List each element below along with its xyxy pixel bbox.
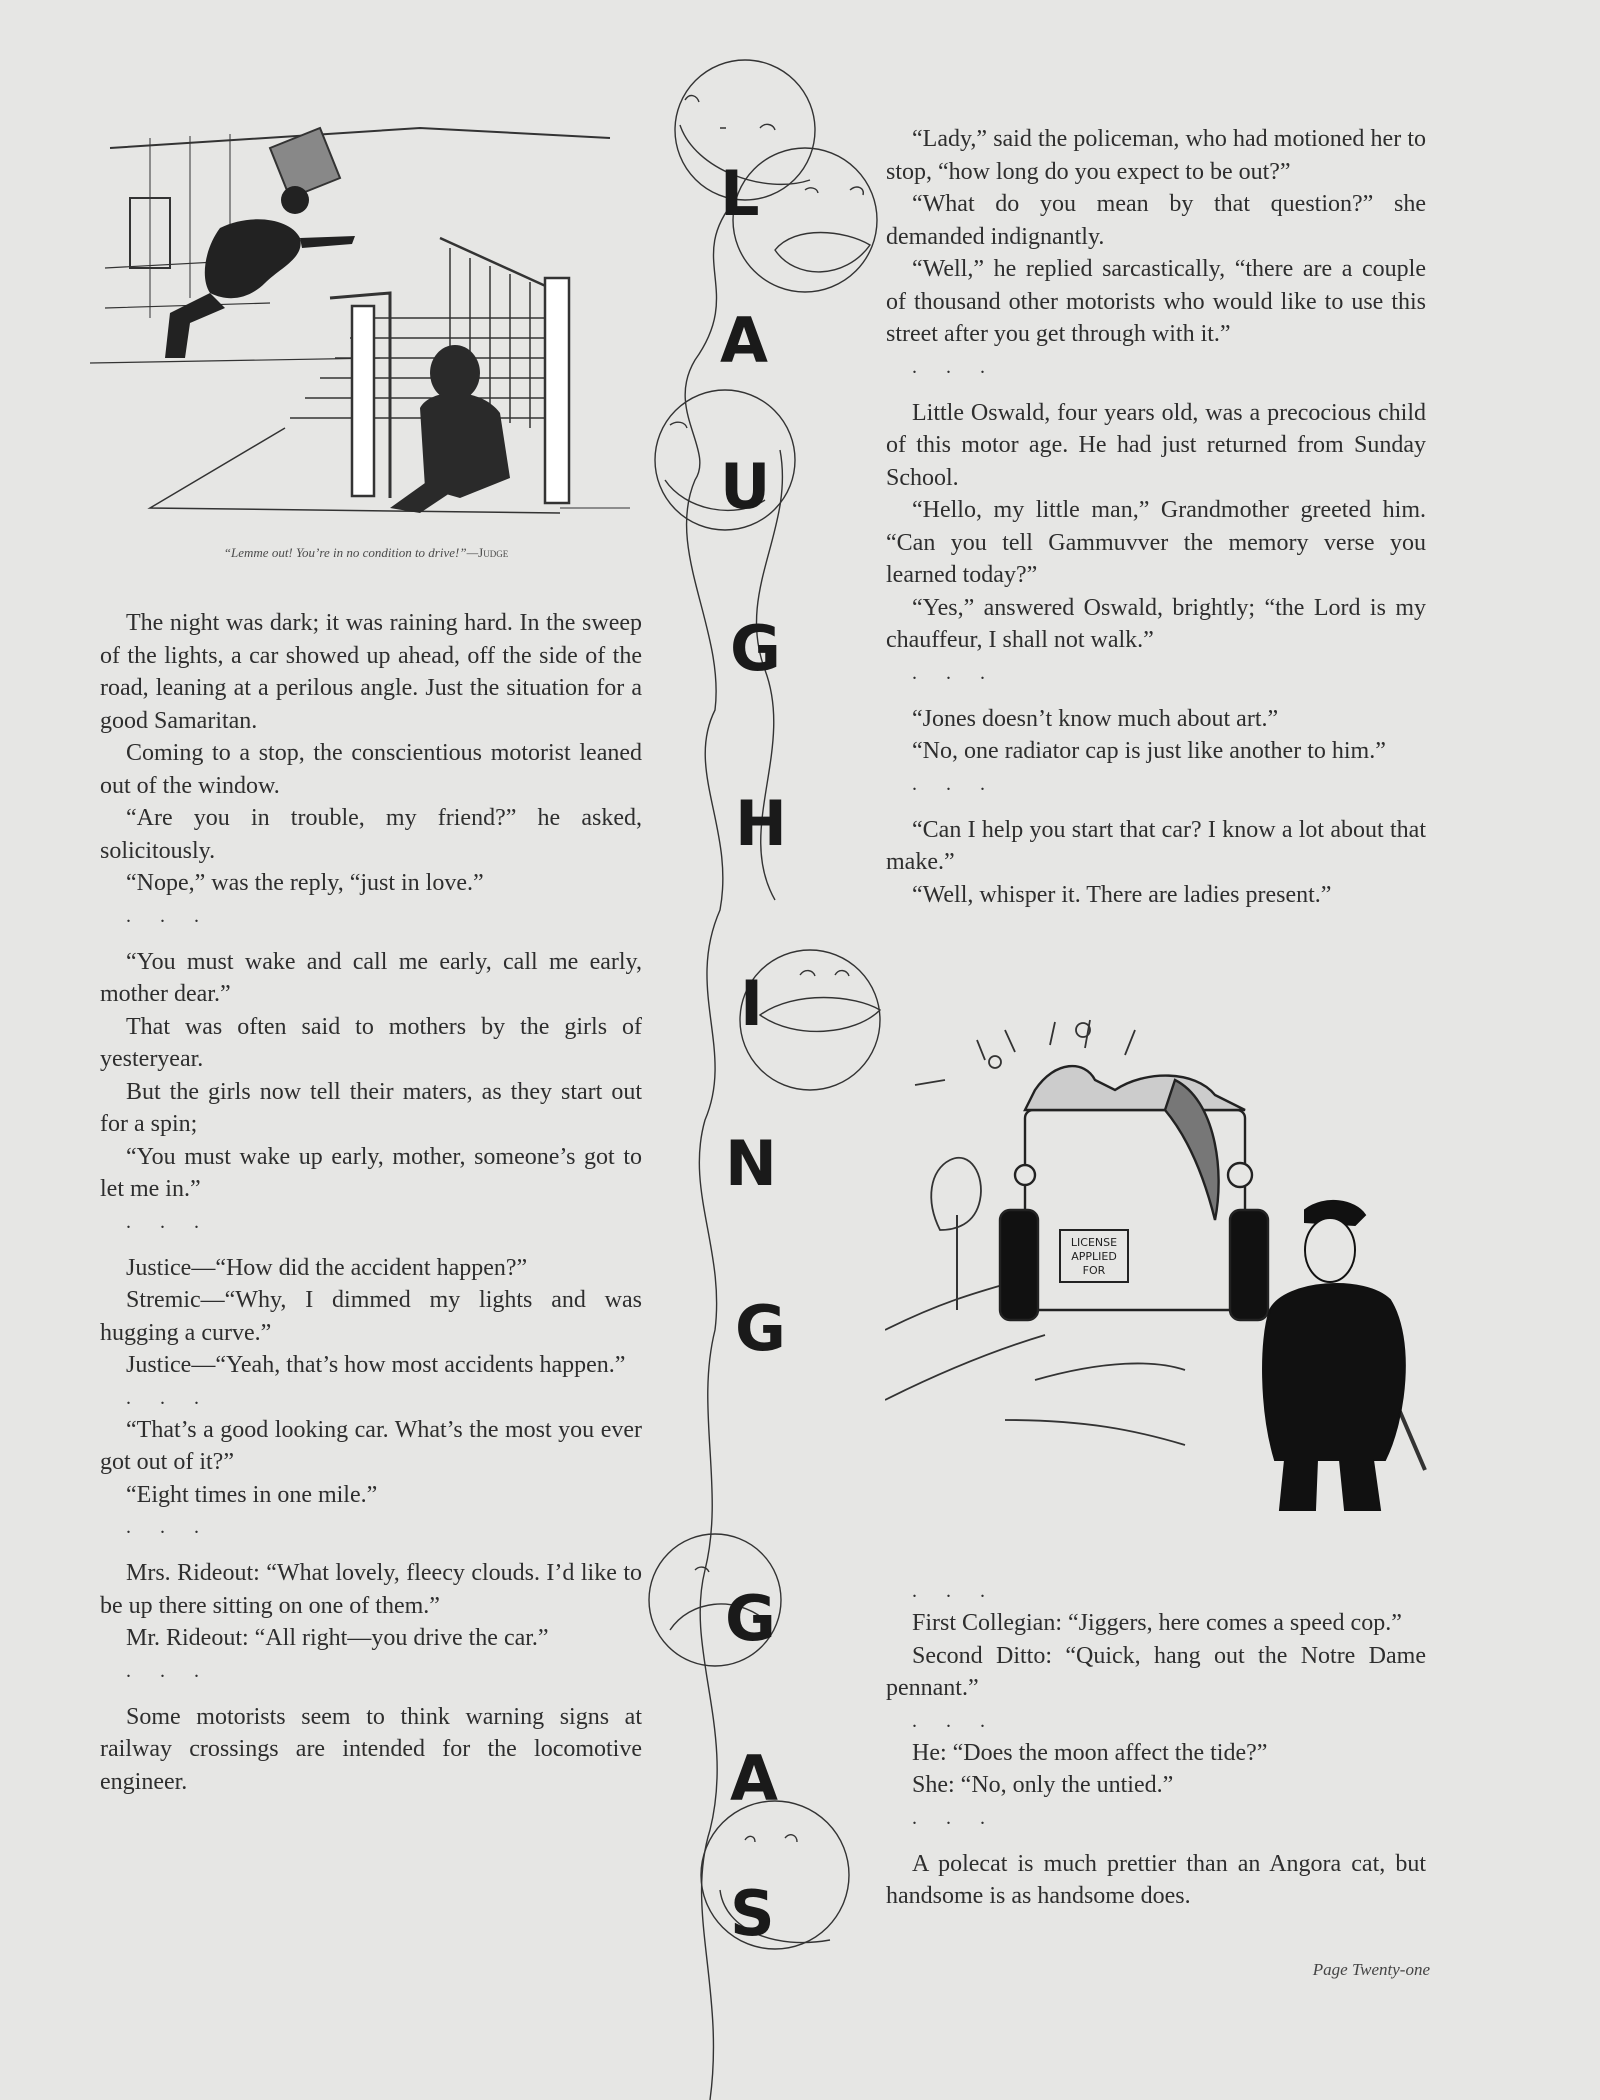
right-column-paragraph: “What do you mean by that question?” she demanded indignantly. (886, 191, 1426, 250)
page-number: Page Twenty-one (1312, 1960, 1430, 1979)
left-column-paragraph: Mr. Rideout: “All right—you drive the car.” (126, 1625, 549, 1651)
title-letter-1: L (720, 157, 760, 230)
title-letter-11: S (730, 1877, 775, 1950)
left-column-paragraph: Justice—“Yeah, that’s how most accidents happen.” (126, 1352, 626, 1378)
left-column-paragraph: “Nope,” was the reply, “just in love.” (126, 870, 484, 896)
right-column-paragraph: “Hello, my little man,” Grandmother greeted him. “Can you tell Gammuvver the memory verse you learned today?” (886, 497, 1426, 588)
right-column-paragraph: “Yes,” answered Oswald, brightly; “the Lord is my chauffeur, I shall not walk.” (886, 594, 1426, 653)
left-column-separator: . . . (126, 1386, 211, 1409)
title-letter-8: G (735, 1292, 786, 1365)
sign-line-2: APPLIED (1071, 1250, 1117, 1263)
right-column-bottom-paragraph: A polecat is much prettier than an Angora cat, but handsome is as handsome does. (886, 1850, 1426, 1909)
title-letter-10: A (730, 1742, 778, 1815)
title-letter-2: A (720, 304, 768, 377)
right-column-paragraph: “Can I help you start that car? I know a lot about that make.” (886, 816, 1426, 875)
right-column-paragraph: “Well,” he replied sarcastically, “there are a couple of thousand other motorists who would like to use this street after you get through with it.” (886, 256, 1426, 347)
caption-text: “Lemme out! You’re in no condition to drive!”— (223, 545, 479, 560)
sign-line-1: LICENSE (1070, 1236, 1118, 1249)
title-letter-3: U (720, 450, 771, 523)
right-column-bottom-paragraph: Second Ditto: “Quick, hang out the Notre Dame pennant.” (886, 1642, 1426, 1701)
right-column-separator: . . . (912, 772, 997, 795)
right-column-paragraph: “Jones doesn’t know much about art.” (912, 705, 1279, 732)
left-column-separator: . . . (126, 904, 211, 927)
right-column-bottom-paragraph: First Collegian: “Jiggers, here comes a speed cop.” (912, 1610, 1402, 1636)
left-column-paragraph: “Eight times in one mile.” (126, 1481, 378, 1508)
right-column-paragraph: “Lady,” said the policeman, who had motioned her to stop, “how long do you expect to be out?” (886, 126, 1426, 185)
right-text-column (886, 123, 1426, 911)
left-column-paragraph: “That’s a good looking car. What’s the most you ever got out of it?” (100, 1416, 642, 1475)
cartoon-illustration-2 (885, 1000, 1435, 1520)
title-letter-6: I (740, 967, 764, 1040)
left-column-paragraph: The night was dark; it was raining hard. In the sweep of the lights, a car showed up ahead, off the side of the road, leaning at a perilous angle. Just the situation for a good Samaritan. (100, 610, 642, 734)
right-column-bottom-paragraph: She: “No, only the untied.” (912, 1772, 1174, 1798)
left-column-paragraph: That was often said to mothers by the girls of yesteryear. (100, 1013, 642, 1072)
left-column-paragraph: Stremic—“Why, I dimmed my lights and was hugging a curve.” (100, 1287, 642, 1346)
laughing-gas-title (625, 30, 895, 2100)
left-column-paragraph: Some motorists seem to think warning signs at railway crossings are intended for the locomotive engineer. (100, 1703, 642, 1795)
left-column-paragraph: “Are you in trouble, my friend?” he asked, solicitously. (100, 805, 642, 864)
left-column-paragraph: Mrs. Rideout: “What lovely, fleecy clouds. I’d like to be up there sitting on one of them.” (100, 1560, 642, 1619)
caption-source: Judge (478, 545, 509, 560)
sign-line-3: FOR (1082, 1264, 1106, 1277)
right-column-separator: . . . (912, 661, 997, 684)
title-letter-4: G (730, 612, 781, 685)
left-text-column (100, 607, 642, 1798)
right-column-separator: . . . (912, 355, 997, 378)
left-column-separator: . . . (126, 1516, 211, 1538)
title-letter-7: N (725, 1127, 777, 1200)
right-column-bottom-separator: . . . (912, 1580, 997, 1602)
right-column-paragraph: “No, one radiator cap is just like another to him.” (912, 738, 1386, 764)
title-letter-9: G (725, 1582, 776, 1655)
left-column-paragraph: “You must wake up early, mother, someone’s got to let me in.” (100, 1143, 642, 1202)
left-column-separator: . . . (126, 1210, 211, 1233)
left-column-paragraph: “You must wake and call me early, call me early, mother dear.” (100, 948, 642, 1007)
right-column-paragraph: Little Oswald, four years old, was a precocious child of this motor age. He had just returned from Sunday School. (886, 399, 1426, 491)
cartoon-caption (96, 545, 636, 561)
cartoon-illustration-1 (90, 118, 640, 533)
left-column-paragraph: Justice—“How did the accident happen?” (126, 1254, 528, 1281)
right-text-column-bottom (886, 1575, 1426, 1913)
left-column-paragraph: Coming to a stop, the conscientious motorist leaned out of the window. (100, 740, 642, 799)
left-column-separator: . . . (126, 1659, 211, 1682)
left-column-paragraph: But the girls now tell their maters, as they start out for a spin; (100, 1078, 642, 1137)
right-column-bottom-paragraph: He: “Does the moon affect the tide?” (912, 1739, 1268, 1766)
title-letter-5: H (735, 787, 787, 860)
right-column-paragraph: “Well, whisper it. There are ladies present.” (912, 881, 1332, 908)
right-column-bottom-separator: . . . (912, 1806, 997, 1829)
right-column-bottom-separator: . . . (912, 1709, 997, 1732)
